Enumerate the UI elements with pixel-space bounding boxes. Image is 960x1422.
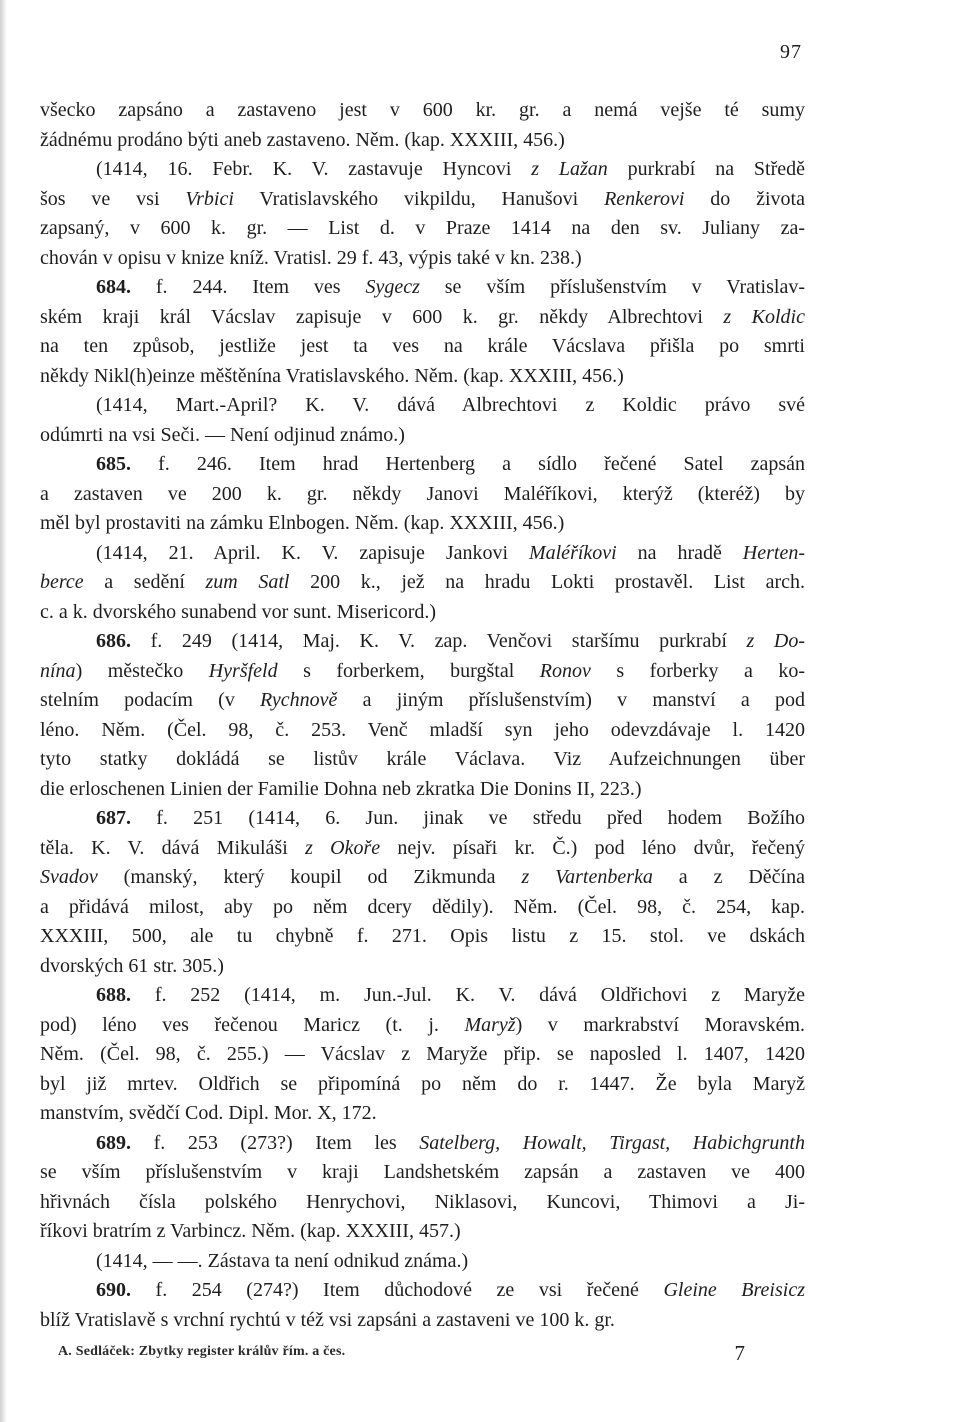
- text-line: [40, 804, 805, 834]
- proper-name-italic: Vrbici: [185, 187, 234, 210]
- proper-name-italic: z Do-: [746, 630, 805, 652]
- proper-name-italic: Maléříkovi: [528, 541, 617, 564]
- footer-signature-number: 7: [734, 1341, 745, 1365]
- text-run: léno. Něm. (Čel. 98, č. 253. Venč mladší syn jeho odevzdávaje l. 1420: [40, 718, 805, 741]
- text-run: žádnému prodáno býti aneb zastaveno. Něm. (kap. XXXIII, 456.): [40, 128, 565, 151]
- text-line: [40, 1129, 805, 1159]
- text-line: [40, 303, 805, 333]
- item-number: 686.: [96, 630, 131, 652]
- text-run: Něm. (Čel. 98, č. 255.) — Vácslav z Maryže přip. se naposled l. 1407, 1420: [40, 1043, 805, 1065]
- text-block: [40, 96, 805, 1335]
- text-run: tyto statky dokládá se listův krále Václava. Viz Aufzeichnungen über: [40, 748, 805, 770]
- text-run: f. 249 (1414, Maj. K. V. zap. Venčovi staršímu purkrabí: [131, 630, 747, 652]
- text-line: [40, 863, 805, 893]
- item-number: 690.: [96, 1279, 131, 1301]
- text-line: [40, 893, 805, 923]
- text-line: [40, 568, 805, 598]
- text-run: hřivnách čísla polského Henrychovi, Niklasovi, Kuncovi, Thimovi a Ji-: [40, 1190, 805, 1213]
- proper-name-italic: z Vartenberka: [521, 866, 653, 888]
- proper-name-italic: Satelberg, Howalt, Tirgast, Habichgrunth: [419, 1131, 805, 1154]
- text-line: [40, 155, 805, 185]
- text-line: [40, 627, 805, 657]
- text-run: s forberky a ko-: [590, 659, 805, 682]
- paragraph-item-688: [40, 981, 805, 1129]
- text-line: [40, 1247, 805, 1277]
- proper-name-italic: Renkerovi: [604, 187, 685, 210]
- text-run: ském kraji král Vácslav zapisuje v 600 k. gr. někdy Albrechtovi: [40, 305, 724, 328]
- paragraph-intro-continuation: [40, 96, 805, 155]
- text-line: [40, 952, 805, 982]
- text-line: [40, 480, 805, 510]
- proper-name-italic: nína: [40, 659, 76, 682]
- text-run: pod) léno ves řečenou Maricz (t. j.: [40, 1013, 465, 1036]
- paragraph-item-684: [40, 273, 805, 391]
- text-line: [40, 509, 805, 539]
- text-line: [40, 716, 805, 746]
- text-run: f. 254 (274?) Item důchodové ze vsi řečené: [131, 1279, 664, 1301]
- text-line: [40, 332, 805, 362]
- page-footer: [40, 1341, 805, 1381]
- paragraph-note-1414-febr: [40, 155, 805, 273]
- text-run: do života: [684, 187, 805, 210]
- proper-name-italic: z Lažan: [531, 158, 608, 180]
- text-run: f. 246. Item hrad Hertenberg a sídlo řečené Satel zapsán: [131, 453, 805, 475]
- proper-name-italic: Svadov: [40, 866, 98, 888]
- proper-name-italic: Hyršfeld: [208, 659, 278, 682]
- text-run: zapsaný, v 600 k. gr. — List d. v Praze 1414 na den sv. Juliany za-: [40, 217, 805, 239]
- text-run: a zastaven ve 200 k. gr. někdy Janovi Maléříkovi, kterýž (kteréž) by: [40, 482, 805, 505]
- text-run: šos ve vsi: [40, 187, 186, 210]
- text-line: [40, 1070, 805, 1100]
- text-run: 200 k., jež na hradu Lokti prostavěl. List arch.: [289, 571, 805, 593]
- text-run: říkovi bratrím z Varbincz. Něm. (kap. XXXIII, 457.): [40, 1220, 461, 1242]
- text-line: [40, 244, 805, 274]
- paragraph-item-686: [40, 627, 805, 804]
- proper-name-italic: Rychnově: [260, 689, 338, 711]
- text-line: [40, 214, 805, 244]
- text-run: die erloschenen Linien der Familie Dohna neb zkratka Die Donins II, 223.): [40, 777, 642, 800]
- proper-name-italic: z Koldic: [723, 305, 805, 328]
- item-number: 687.: [96, 807, 131, 829]
- text-run: měl byl prostaviti na zámku Elnbogen. Něm. (kap. XXXIII, 456.): [40, 512, 565, 534]
- text-run: někdy Nikl(h)einze měštěnína Vratislavského. Něm. (kap. XXXIII, 456.): [40, 364, 624, 387]
- footer-citation: A. Sedláček: Zbytky register králův řím. a čes.: [58, 1344, 346, 1359]
- text-line: [40, 1217, 805, 1247]
- proper-name-italic: Ronov: [539, 659, 591, 682]
- text-line: [40, 96, 805, 126]
- paragraph-note-685: [40, 539, 805, 628]
- proper-name-italic: zum Satl: [205, 571, 290, 593]
- text-line: [40, 185, 805, 215]
- text-line: [40, 834, 805, 864]
- text-run: a z Děčína: [652, 866, 805, 888]
- text-run: purkrabí na Středě: [607, 158, 805, 180]
- text-run: (1414, Mart.-April? K. V. dává Albrechtovi z Koldic právo své: [96, 394, 805, 416]
- text-line: [40, 1040, 805, 1070]
- paragraph-note-689: [40, 1247, 805, 1277]
- text-run: c. a k. dvorského sunabend vor sunt. Misericord.): [40, 600, 437, 623]
- item-number: 685.: [96, 453, 131, 475]
- text-run: a jiným příslušenstvím) v manství a pod: [337, 689, 805, 711]
- text-run: XXXIII, 500, ale tu chybně f. 271. Opis listu z 15. stol. ve dskách: [40, 925, 805, 947]
- text-run: na ten způsob, jestliže jest ta ves na krále Vácslava přišla po smrti: [40, 335, 805, 357]
- item-number: 688.: [96, 984, 131, 1006]
- text-run: odúmrti na vsi Seči. — Není odjinud známo.): [40, 423, 405, 446]
- proper-name-italic: Maryž: [464, 1013, 516, 1036]
- paragraph-note-684: [40, 391, 805, 450]
- text-run: f. 244. Item ves: [131, 276, 366, 298]
- proper-name-italic: Sygecz: [365, 276, 420, 298]
- text-run: s forberkem, burgštal: [277, 659, 540, 682]
- proper-name-italic: z Okoře: [305, 836, 381, 859]
- text-run: (1414, — —. Zástava ta není odnikud známa.): [96, 1249, 469, 1272]
- text-run: ) městečko: [75, 659, 209, 682]
- text-run: (manský, který koupil od Zikmunda: [97, 866, 522, 888]
- item-number: 689.: [96, 1131, 131, 1154]
- text-run: nejv. písaři kr. Č.) pod léno dvůr, řečený: [380, 836, 806, 859]
- proper-name-italic: berce: [40, 571, 84, 593]
- text-line: [40, 657, 805, 687]
- paragraph-item-690: [40, 1276, 805, 1335]
- text-line: [40, 1276, 805, 1306]
- paragraph-item-687: [40, 804, 805, 981]
- text-line: [40, 1011, 805, 1041]
- text-line: [40, 686, 805, 716]
- text-run: f. 251 (1414, 6. Jun. jinak ve středu před hodem Božího: [131, 807, 805, 829]
- text-run: f. 252 (1414, m. Jun.-Jul. K. V. dává Oldřichovi z Maryže: [131, 984, 805, 1006]
- text-line: [40, 391, 805, 421]
- text-line: [40, 1306, 805, 1336]
- text-line: [40, 362, 805, 392]
- text-line: [40, 775, 805, 805]
- paragraph-item-689: [40, 1129, 805, 1247]
- text-line: [40, 1188, 805, 1218]
- text-run: a sedění: [83, 571, 206, 593]
- text-line: [40, 598, 805, 628]
- text-run: (1414, 16. Febr. K. V. zastavuje Hyncovi: [96, 158, 532, 180]
- text-line: [40, 126, 805, 156]
- text-run: ) v markrabství Moravském.: [515, 1013, 805, 1036]
- text-run: manstvím, svědčí Cod. Dipl. Mor. X, 172.: [40, 1102, 377, 1124]
- page-number: 97: [780, 41, 802, 63]
- item-number: 684.: [96, 276, 131, 298]
- text-run: a přidává milost, aby po něm dcery dědily). Něm. (Čel. 98, č. 254, kap.: [40, 895, 805, 918]
- proper-name-italic: Herten-: [742, 541, 805, 564]
- text-line: [40, 450, 805, 480]
- text-run: chován v opisu v knize kníž. Vratisl. 29 f. 43, výpis také v kn. 238.): [40, 246, 582, 269]
- text-line: [40, 421, 805, 451]
- text-line: [40, 745, 805, 775]
- text-run: byl již mrtev. Oldřich se připomíná po něm do r. 1447. Že byla Maryž: [40, 1072, 805, 1095]
- text-run: všecko zapsáno a zastaveno jest v 600 kr. gr. a nemá vejše té sumy: [40, 99, 805, 121]
- text-line: [40, 981, 805, 1011]
- text-run: dvorských 61 str. 305.): [40, 954, 224, 977]
- text-run: blíž Vratislavě s vrchní rychtú v též vsi zapsáni a zastaveni ve 100 k. gr.: [40, 1308, 615, 1331]
- text-run: se vším příslušenstvím v Vratislav-: [419, 276, 805, 298]
- paragraph-item-685: [40, 450, 805, 539]
- text-line: [40, 922, 805, 952]
- text-run: se vším příslušenstvím v kraji Landshetském zapsán a zastaven ve 400: [40, 1161, 805, 1183]
- text-run: (1414, 21. April. K. V. zapisuje Jankovi: [96, 541, 529, 564]
- text-line: [40, 1158, 805, 1188]
- text-run: na hradě: [616, 541, 743, 564]
- text-run: f. 253 (273?) Item les: [131, 1131, 420, 1154]
- text-line: [40, 273, 805, 303]
- text-line: [40, 539, 805, 569]
- proper-name-italic: Gleine Breisicz: [663, 1279, 805, 1301]
- text-run: těla. K. V. dává Mikuláši: [40, 836, 306, 859]
- text-run: Vratislavského vikpildu, Hanušovi: [233, 187, 605, 210]
- text-run: stelním podacím (v: [40, 689, 261, 711]
- text-line: [40, 1099, 805, 1129]
